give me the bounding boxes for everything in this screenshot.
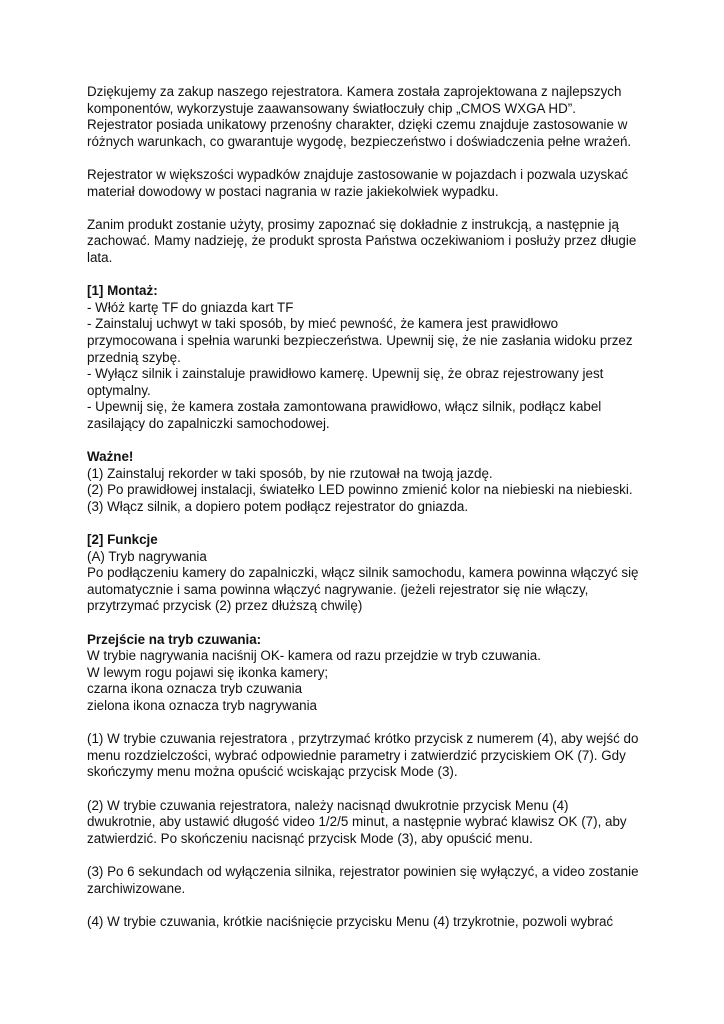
text-line: zarchiwizowane. <box>87 880 186 896</box>
important-section <box>87 449 659 515</box>
important-line: (3) Włącz silnik, a dopiero potem podłącz rejestrator do gniazda. <box>87 498 469 514</box>
step-2-paragraph <box>87 798 659 848</box>
standby-line: W lewym rogu pojawi się ikonka kamery; <box>87 664 329 680</box>
important-line: (2) Po prawidłowej instalacji, światełko LED powinno zmienić kolor na niebieski na niebieski. <box>87 482 633 498</box>
text-line: (4) W trybie czuwania, krótkie naciśnięcie przycisku Menu (4) trzykrotnie, pozwoli wybrać <box>87 913 614 929</box>
text-line: Rejestrator posiada unikatowy przenośny charakter, dzięki czemu znajduje zastosowanie w <box>87 117 628 133</box>
text-line: komponentów, wykorzystuje zaawansowany światłoczuły chip „CMOS WXGA HD”. <box>87 100 576 116</box>
usage-paragraph <box>87 167 659 200</box>
text-line: lata. <box>87 249 113 265</box>
intro-paragraph <box>87 84 659 150</box>
text-line: dwukrotnie, aby ustawić długość video 1/2/5 minut, a następnie wybrać klawisz OK (7), aby <box>87 814 627 830</box>
text-line: różnych warunkach, co gwarantuje wygodę, bezpieczeństwo i doświadczenia pełne wrażeń. <box>87 133 632 149</box>
text-line: skończymy menu można opuścić wciskając przycisk Mode (3). <box>87 764 458 780</box>
text-line: materiał dowodowy w postaci nagrania w razie jakiekolwiek wypadku. <box>87 183 499 199</box>
standby-line: W trybie nagrywania naciśnij OK- kamera od razu przejdzie w tryb czuwania. <box>87 648 541 664</box>
functions-line: Po podłączeniu kamery do zapalniczki, włącz silnik samochodu, kamera powinna włączyć się <box>87 565 639 581</box>
step-4-paragraph <box>87 914 659 931</box>
mounting-line: zasilający do zapalniczki samochodowej. <box>87 415 330 431</box>
text-line: Zanim produkt zostanie użyty, prosimy zapoznać się dokładnie z instrukcją, a następnie ją <box>87 216 619 232</box>
mounting-line: przednią szybę. <box>87 349 181 365</box>
functions-heading: [2] Funkcje <box>87 532 158 548</box>
mounting-line: - Zainstaluj uchwyt w taki sposób, by mieć pewność, że kamera jest prawidłowo <box>87 316 559 332</box>
functions-line: (A) Tryb nagrywania <box>87 548 207 564</box>
mounting-line: - Włóż kartę TF do gniazda kart TF <box>87 299 294 315</box>
mounting-line: przymocowana i spełnia warunki bezpieczeństwa. Upewnij się, że nie zasłania widoku przez <box>87 332 633 348</box>
text-line: menu rozdzielczości, wybrać odpowiednie parametry i zatwierdzić przyciskiem OK (7). Gdy <box>87 747 626 763</box>
text-line: zachować. Mamy nadzieję, że produkt sprosta Państwa oczekiwaniom i posłuży przez długie <box>87 233 637 249</box>
text-line: (1) W trybie czuwania rejestratora , przytrzymać krótko przycisk z numerem (4), aby wejść do <box>87 731 639 747</box>
standby-line: zielona ikona oznacza tryb nagrywania <box>87 697 318 713</box>
important-line: (1) Zainstaluj rekorder w taki sposób, by nie rzutował na twoją jazdę. <box>87 465 493 481</box>
text-line: (3) Po 6 sekundach od wyłączenia silnika, rejestrator powinien się wyłączyć, a video zostanie <box>87 863 639 879</box>
mounting-section <box>87 283 659 432</box>
step-1-paragraph <box>87 731 659 781</box>
functions-section <box>87 532 659 615</box>
mounting-line: - Wyłącz silnik i zainstaluje prawidłowo kamerę. Upewnij się, że obraz rejestrowany jest <box>87 366 604 382</box>
step-3-paragraph <box>87 864 659 897</box>
standby-heading: Przejście na tryb czuwania: <box>87 631 262 647</box>
functions-line: przytrzymać przycisk (2) przez dłuższą chwilę) <box>87 598 363 614</box>
instructions-notice-paragraph <box>87 217 659 267</box>
standby-section <box>87 632 659 715</box>
mounting-heading: [1] Montaż: <box>87 283 158 299</box>
functions-line: automatycznie i sama powinna włączyć nagrywanie. (jeżeli rejestrator się nie włączy, <box>87 581 589 597</box>
text-line: Rejestrator w większości wypadków znajduje zastosowanie w pojazdach i pozwala uzyskać <box>87 166 629 182</box>
text-line: zatwierdzić. Po skończeniu nacisnąć przycisk Mode (3), aby opuścić menu. <box>87 830 533 846</box>
text-line: (2) W trybie czuwania rejestratora, należy nacisnąd dwukrotnie przycisk Menu (4) <box>87 797 569 813</box>
mounting-line: optymalny. <box>87 382 151 398</box>
standby-line: czarna ikona oznacza tryb czuwania <box>87 681 303 697</box>
document-body <box>87 84 659 947</box>
text-line: Dziękujemy za zakup naszego rejestratora. Kamera została zaprojektowana z najlepszych <box>87 84 622 99</box>
important-heading: Ważne! <box>87 449 134 465</box>
mounting-line: - Upewnij się, że kamera została zamontowana prawidłowo, włącz silnik, podłącz kabel <box>87 399 602 415</box>
